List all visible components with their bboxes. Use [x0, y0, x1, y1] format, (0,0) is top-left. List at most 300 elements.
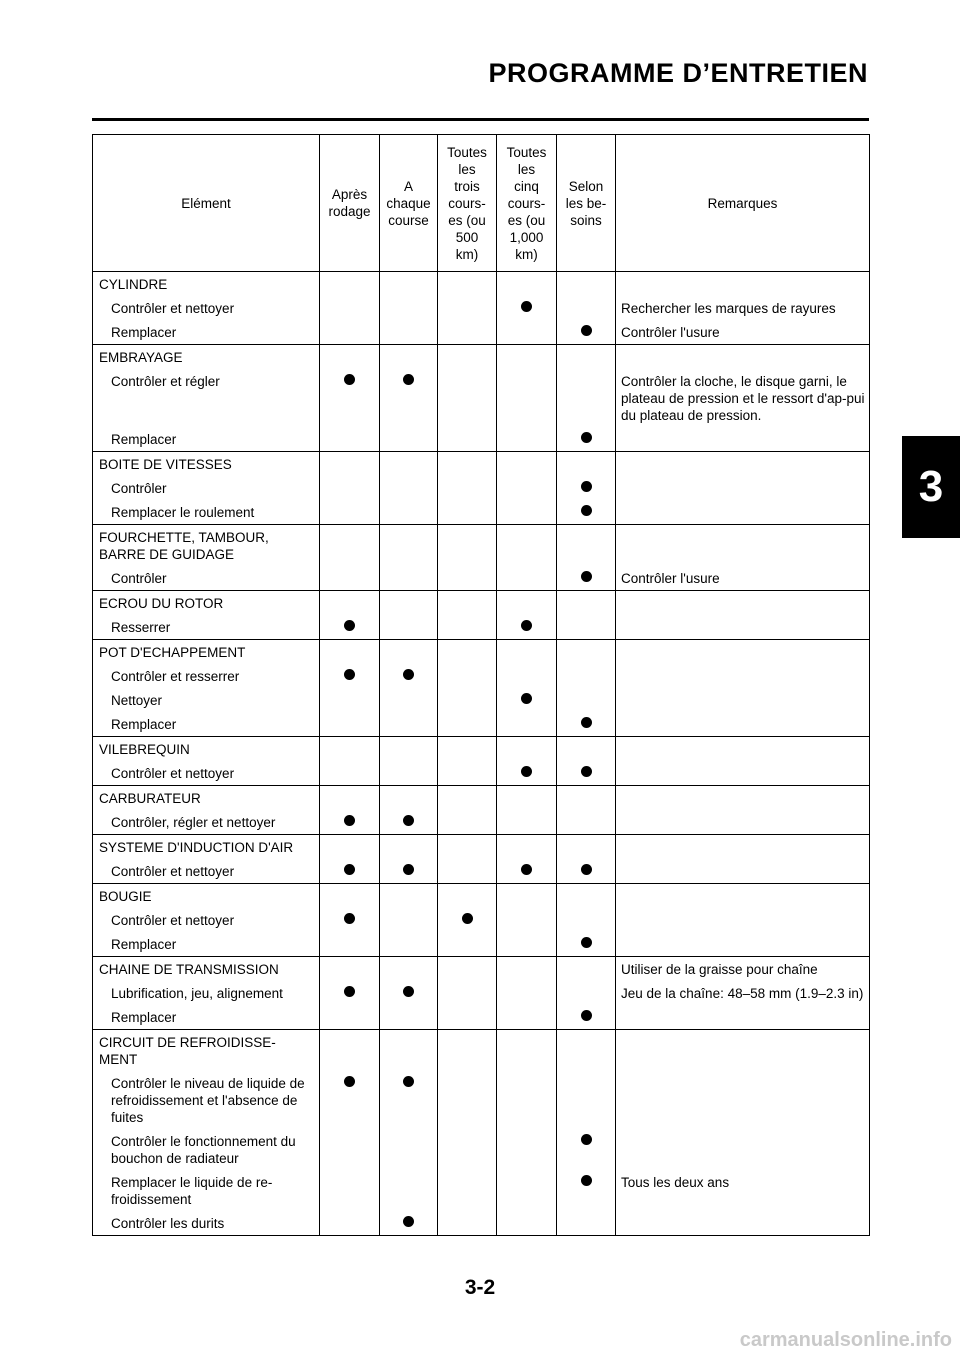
schedule-cell: [320, 1129, 380, 1170]
task-label: Remplacer: [93, 320, 320, 345]
schedule-cell: [380, 320, 438, 345]
schedule-cell: [438, 859, 497, 884]
schedule-cell: [497, 591, 557, 616]
schedule-cell: [497, 1071, 557, 1129]
remark-cell: [616, 932, 870, 957]
schedule-cell: [320, 664, 380, 688]
bullet-icon: [581, 717, 592, 728]
group-title: BOITE DE VITESSES: [93, 452, 320, 477]
table-row: [93, 981, 870, 1005]
table-group: [93, 525, 870, 591]
remark-cell: [616, 712, 870, 737]
schedule-cell: [380, 932, 438, 957]
bullet-icon: [581, 766, 592, 777]
bullet-icon: [581, 864, 592, 875]
schedule-cell: [497, 1170, 557, 1211]
maintenance-schedule-table: [92, 134, 870, 1236]
table-row-group-title: [93, 640, 870, 665]
schedule-cell: [497, 500, 557, 525]
schedule-cell: [438, 500, 497, 525]
task-label: Nettoyer: [93, 688, 320, 712]
bullet-icon: [521, 693, 532, 704]
remark-cell: [616, 1211, 870, 1236]
schedule-cell: [438, 664, 497, 688]
task-label: Resserrer: [93, 615, 320, 640]
table-group: [93, 272, 870, 345]
schedule-cell: [380, 761, 438, 786]
remark-cell: [616, 345, 870, 370]
schedule-cell: [320, 761, 380, 786]
remark-cell: [616, 688, 870, 712]
watermark: carmanualsonline.info: [739, 1329, 952, 1351]
table-row: [93, 369, 870, 427]
schedule-cell: [497, 320, 557, 345]
schedule-cell: [320, 640, 380, 665]
schedule-cell: [380, 591, 438, 616]
schedule-cell: [320, 688, 380, 712]
schedule-cell: [320, 786, 380, 811]
schedule-cell: [380, 476, 438, 500]
task-label: Contrôler les durits: [93, 1211, 320, 1236]
schedule-cell: [497, 884, 557, 909]
table-group: [93, 640, 870, 737]
schedule-cell: [438, 1129, 497, 1170]
table-row: [93, 296, 870, 320]
schedule-cell: [557, 664, 616, 688]
schedule-cell: [438, 737, 497, 762]
table-row: [93, 500, 870, 525]
schedule-cell: [438, 1030, 497, 1072]
schedule-cell: [438, 810, 497, 835]
schedule-cell: [438, 272, 497, 297]
remark-cell: Contrôler l'usure: [616, 566, 870, 591]
table-row-group-title: [93, 957, 870, 982]
table-row: [93, 476, 870, 500]
schedule-cell: [438, 296, 497, 320]
schedule-cell: [320, 981, 380, 1005]
schedule-cell: [557, 884, 616, 909]
schedule-cell: [380, 500, 438, 525]
schedule-cell: [497, 810, 557, 835]
schedule-cell: [557, 786, 616, 811]
schedule-cell: [380, 1211, 438, 1236]
group-title: SYSTEME D'INDUCTION D'AIR: [93, 835, 320, 860]
schedule-cell: [438, 320, 497, 345]
schedule-cell: [557, 525, 616, 567]
schedule-cell: [497, 369, 557, 427]
remark-cell: [616, 859, 870, 884]
task-label: Contrôler: [93, 566, 320, 591]
bullet-icon: [521, 620, 532, 631]
table-row: [93, 664, 870, 688]
schedule-cell: [557, 1211, 616, 1236]
schedule-cell: [380, 427, 438, 452]
task-label: Contrôler, régler et nettoyer: [93, 810, 320, 835]
schedule-cell: [380, 810, 438, 835]
schedule-cell: [320, 957, 380, 982]
schedule-cell: [320, 591, 380, 616]
schedule-cell: [320, 566, 380, 591]
table-row-group-title: [93, 525, 870, 567]
schedule-cell: [497, 835, 557, 860]
table-row: [93, 320, 870, 345]
table-group: [93, 345, 870, 452]
remark-cell: [616, 476, 870, 500]
schedule-cell: [497, 1211, 557, 1236]
schedule-cell: [320, 1005, 380, 1030]
remark-cell: [616, 1129, 870, 1170]
bullet-icon: [581, 505, 592, 516]
schedule-cell: [380, 566, 438, 591]
table-row: [93, 859, 870, 884]
schedule-cell: [497, 1129, 557, 1170]
schedule-cell: [557, 688, 616, 712]
table-group: [93, 1030, 870, 1236]
schedule-cell: [557, 1005, 616, 1030]
table-row-group-title: [93, 1030, 870, 1072]
remark-cell: Utiliser de la graisse pour chaîne: [616, 957, 870, 982]
remark-cell: [616, 737, 870, 762]
schedule-cell: [380, 640, 438, 665]
schedule-cell: [320, 884, 380, 909]
task-label: Contrôler le fonctionnement du bouchon de radiateur: [93, 1129, 320, 1170]
schedule-cell: [557, 712, 616, 737]
schedule-cell: [557, 835, 616, 860]
remark-cell: Tous les deux ans: [616, 1170, 870, 1211]
schedule-cell: [438, 427, 497, 452]
schedule-cell: [557, 737, 616, 762]
schedule-cell: [497, 761, 557, 786]
page-title: PROGRAMME D’ENTRETIEN: [488, 58, 868, 88]
schedule-cell: [497, 688, 557, 712]
table-row: [93, 688, 870, 712]
remark-cell: Jeu de la chaîne: 48–58 mm (1.9–2.3 in): [616, 981, 870, 1005]
schedule-cell: [557, 1129, 616, 1170]
table-row-group-title: [93, 884, 870, 909]
schedule-cell: [380, 712, 438, 737]
table-row: [93, 908, 870, 932]
bullet-icon: [581, 325, 592, 336]
schedule-cell: [380, 859, 438, 884]
schedule-cell: [438, 476, 497, 500]
table-header-row: [93, 135, 870, 272]
task-label: Contrôler et régler: [93, 369, 320, 427]
schedule-cell: [438, 712, 497, 737]
schedule-cell: [497, 981, 557, 1005]
schedule-cell: [320, 500, 380, 525]
schedule-cell: [557, 640, 616, 665]
schedule-cell: [380, 1129, 438, 1170]
task-label: Remplacer le liquide de re-froidissement: [93, 1170, 320, 1211]
remark-cell: [616, 500, 870, 525]
schedule-cell: [320, 835, 380, 860]
schedule-cell: [320, 615, 380, 640]
schedule-cell: [380, 1030, 438, 1072]
schedule-cell: [497, 427, 557, 452]
schedule-cell: [557, 500, 616, 525]
schedule-cell: [320, 476, 380, 500]
schedule-cell: [557, 1071, 616, 1129]
bullet-icon: [403, 669, 414, 680]
table-group: [93, 591, 870, 640]
table-row: [93, 566, 870, 591]
schedule-cell: [380, 957, 438, 982]
remark-cell: [616, 1030, 870, 1072]
schedule-cell: [438, 1211, 497, 1236]
bullet-icon: [521, 766, 532, 777]
schedule-cell: [320, 737, 380, 762]
schedule-cell: [320, 1211, 380, 1236]
schedule-cell: [497, 296, 557, 320]
table-group: [93, 737, 870, 786]
page-number: 3-2: [464, 1276, 496, 1299]
bullet-icon: [403, 815, 414, 826]
schedule-cell: [497, 957, 557, 982]
group-title: EMBRAYAGE: [93, 345, 320, 370]
table-group: [93, 957, 870, 1030]
bullet-icon: [403, 1076, 414, 1087]
bullet-icon: [403, 864, 414, 875]
schedule-cell: [320, 345, 380, 370]
schedule-cell: [438, 957, 497, 982]
schedule-cell: [497, 476, 557, 500]
schedule-cell: [320, 427, 380, 452]
remark-cell: Rechercher les marques de rayures: [616, 296, 870, 320]
chapter-tab: 3: [902, 436, 960, 538]
schedule-cell: [557, 1030, 616, 1072]
column-header-remarks: Remarques: [616, 135, 870, 272]
schedule-cell: [380, 615, 438, 640]
schedule-cell: [497, 525, 557, 567]
table-row: [93, 1071, 870, 1129]
schedule-cell: [557, 566, 616, 591]
schedule-cell: [438, 884, 497, 909]
schedule-cell: [380, 452, 438, 477]
table-row: [93, 1211, 870, 1236]
bullet-icon: [521, 301, 532, 312]
schedule-cell: [320, 452, 380, 477]
schedule-cell: [557, 981, 616, 1005]
schedule-cell: [438, 452, 497, 477]
table-row-group-title: [93, 452, 870, 477]
group-title: CIRCUIT DE REFROIDISSE-MENT: [93, 1030, 320, 1072]
table-row-group-title: [93, 835, 870, 860]
table-row: [93, 712, 870, 737]
title-divider: [92, 118, 869, 121]
schedule-cell: [380, 908, 438, 932]
bullet-icon: [581, 571, 592, 582]
task-label: Contrôler et resserrer: [93, 664, 320, 688]
schedule-cell: [380, 1005, 438, 1030]
schedule-cell: [380, 525, 438, 567]
schedule-cell: [438, 525, 497, 567]
remark-cell: [616, 615, 870, 640]
schedule-cell: [557, 452, 616, 477]
schedule-cell: [557, 345, 616, 370]
schedule-cell: [380, 737, 438, 762]
schedule-cell: [557, 908, 616, 932]
schedule-cell: [438, 369, 497, 427]
remark-cell: [616, 786, 870, 811]
bullet-icon: [344, 913, 355, 924]
bullet-icon: [581, 1175, 592, 1186]
table-row-group-title: [93, 786, 870, 811]
bullet-icon: [581, 1134, 592, 1145]
schedule-cell: [557, 1170, 616, 1211]
bullet-icon: [344, 374, 355, 385]
schedule-cell: [438, 640, 497, 665]
schedule-cell: [438, 835, 497, 860]
schedule-cell: [380, 1170, 438, 1211]
schedule-cell: [557, 296, 616, 320]
schedule-cell: [497, 1005, 557, 1030]
schedule-cell: [557, 761, 616, 786]
schedule-cell: [320, 908, 380, 932]
schedule-cell: [320, 810, 380, 835]
schedule-cell: [497, 272, 557, 297]
schedule-cell: [557, 369, 616, 427]
column-header-every-three-races: Toutes les trois cours- es (ou 500 km): [438, 135, 497, 272]
table-row: [93, 932, 870, 957]
schedule-cell: [380, 688, 438, 712]
schedule-cell: [438, 688, 497, 712]
schedule-cell: [438, 345, 497, 370]
schedule-cell: [320, 712, 380, 737]
schedule-cell: [320, 320, 380, 345]
schedule-cell: [320, 1170, 380, 1211]
schedule-cell: [557, 476, 616, 500]
table-row: [93, 427, 870, 452]
group-title: BOUGIE: [93, 884, 320, 909]
schedule-cell: [497, 664, 557, 688]
remark-cell: [616, 1005, 870, 1030]
task-label: Contrôler et nettoyer: [93, 908, 320, 932]
schedule-cell: [320, 932, 380, 957]
remark-cell: [616, 272, 870, 297]
task-label: Remplacer: [93, 1005, 320, 1030]
schedule-cell: [380, 835, 438, 860]
table-row: [93, 810, 870, 835]
bullet-icon: [344, 669, 355, 680]
task-label: Contrôler et nettoyer: [93, 859, 320, 884]
remark-cell: Contrôler l'usure: [616, 320, 870, 345]
task-label: Contrôler le niveau de liquide de refroidissement et l'absence de fuites: [93, 1071, 320, 1129]
schedule-cell: [557, 427, 616, 452]
schedule-cell: [320, 525, 380, 567]
schedule-cell: [320, 369, 380, 427]
group-title: FOURCHETTE, TAMBOUR, BARRE DE GUIDAGE: [93, 525, 320, 567]
remark-cell: [616, 664, 870, 688]
remark-cell: [616, 525, 870, 567]
schedule-cell: [497, 786, 557, 811]
schedule-cell: [557, 859, 616, 884]
schedule-cell: [497, 1030, 557, 1072]
schedule-cell: [438, 786, 497, 811]
table-group: [93, 835, 870, 884]
schedule-cell: [380, 272, 438, 297]
schedule-cell: [380, 884, 438, 909]
group-title: CHAINE DE TRANSMISSION: [93, 957, 320, 982]
schedule-cell: [438, 1071, 497, 1129]
schedule-cell: [438, 566, 497, 591]
table-row: [93, 1005, 870, 1030]
task-label: Remplacer le roulement: [93, 500, 320, 525]
schedule-cell: [438, 591, 497, 616]
schedule-cell: [497, 932, 557, 957]
schedule-cell: [320, 272, 380, 297]
table-row: [93, 761, 870, 786]
schedule-cell: [380, 369, 438, 427]
schedule-cell: [380, 786, 438, 811]
schedule-cell: [380, 664, 438, 688]
schedule-cell: [497, 712, 557, 737]
schedule-cell: [380, 296, 438, 320]
remark-cell: [616, 908, 870, 932]
schedule-cell: [497, 908, 557, 932]
schedule-cell: [557, 320, 616, 345]
table-group: [93, 786, 870, 835]
bullet-icon: [403, 1216, 414, 1227]
remark-cell: [616, 884, 870, 909]
schedule-cell: [557, 591, 616, 616]
table-row-group-title: [93, 591, 870, 616]
schedule-cell: [438, 981, 497, 1005]
table-row-group-title: [93, 345, 870, 370]
schedule-cell: [438, 761, 497, 786]
table-group: [93, 884, 870, 957]
bullet-icon: [462, 913, 473, 924]
schedule-cell: [557, 615, 616, 640]
remark-cell: [616, 835, 870, 860]
bullet-icon: [581, 481, 592, 492]
schedule-cell: [320, 1071, 380, 1129]
column-header-element: Elément: [93, 135, 320, 272]
bullet-icon: [344, 815, 355, 826]
remark-cell: Contrôler la cloche, le disque garni, le plateau de pression et le ressort d'ap-pui du plateau de pression.: [616, 369, 870, 427]
schedule-cell: [380, 345, 438, 370]
bullet-icon: [581, 432, 592, 443]
task-label: Remplacer: [93, 712, 320, 737]
schedule-cell: [380, 981, 438, 1005]
column-header-after-break-in: Après rodage: [320, 135, 380, 272]
table-row-group-title: [93, 737, 870, 762]
group-title: CYLINDRE: [93, 272, 320, 297]
task-label: Contrôler et nettoyer: [93, 761, 320, 786]
remark-cell: [616, 810, 870, 835]
bullet-icon: [344, 620, 355, 631]
task-label: Remplacer: [93, 427, 320, 452]
column-header-every-five-races: Toutes les cinq cours- es (ou 1,000 km): [497, 135, 557, 272]
schedule-cell: [380, 1071, 438, 1129]
schedule-cell: [438, 1005, 497, 1030]
table-row-group-title: [93, 272, 870, 297]
table-row: [93, 1129, 870, 1170]
schedule-cell: [497, 737, 557, 762]
schedule-cell: [438, 615, 497, 640]
bullet-icon: [521, 864, 532, 875]
bullet-icon: [581, 937, 592, 948]
schedule-cell: [438, 932, 497, 957]
task-label: Remplacer: [93, 932, 320, 957]
bullet-icon: [344, 986, 355, 997]
schedule-cell: [320, 1030, 380, 1072]
bullet-icon: [344, 1076, 355, 1087]
schedule-cell: [497, 345, 557, 370]
schedule-cell: [497, 615, 557, 640]
remark-cell: [616, 452, 870, 477]
group-title: VILEBREQUIN: [93, 737, 320, 762]
schedule-cell: [438, 908, 497, 932]
